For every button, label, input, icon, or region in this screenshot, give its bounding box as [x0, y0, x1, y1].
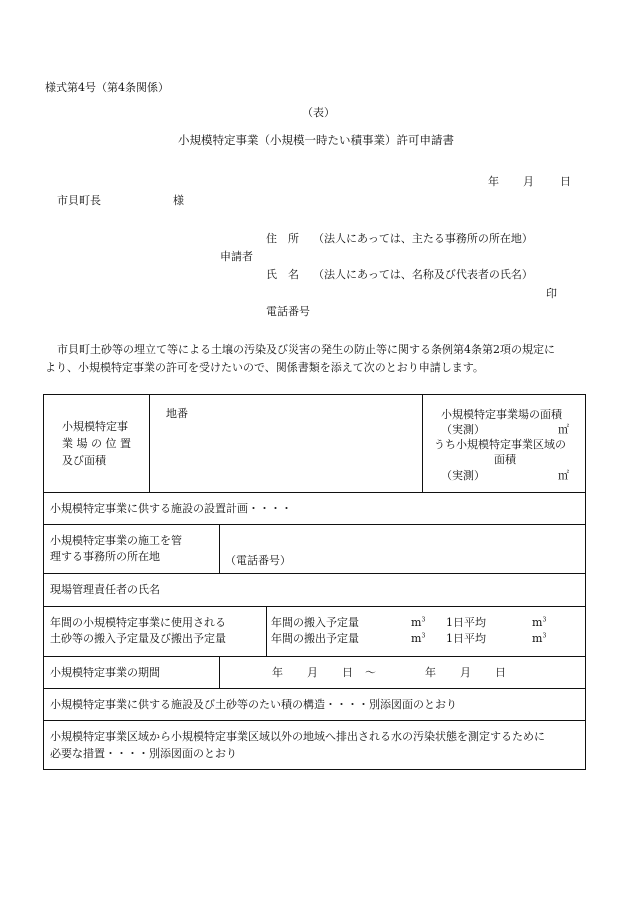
- area-title: 小規模特定事業場の面積: [441, 408, 562, 421]
- period-tilde: ～: [365, 666, 376, 679]
- sub-area-title-line-1: うち小規模特定事業区域の: [434, 438, 566, 451]
- outflow-daily-label: 1日平均: [446, 632, 486, 645]
- name-note: （法人にあっては、名称及び代表者の氏名）: [313, 268, 533, 281]
- area-unit: ㎡: [558, 423, 569, 436]
- row-divider: [43, 606, 586, 607]
- row-divider: [43, 573, 586, 574]
- office-phone-label: （電話番号）: [225, 554, 291, 567]
- sub-area-unit: ㎡: [558, 469, 569, 482]
- site-label-line-1: 小規模特定事: [62, 420, 128, 433]
- inflow-unit: $m^3$: [411, 616, 426, 629]
- row-divider: [43, 656, 586, 657]
- col-divider: [266, 606, 267, 656]
- structure-text: 小規模特定事業に供する施設及び土砂等のたい積の構造・・・・別添図面のとおり: [50, 698, 457, 711]
- row-divider: [43, 720, 586, 721]
- col-divider: [219, 524, 220, 573]
- inflow-daily-label: 1日平均: [446, 616, 486, 629]
- address-label: 住 所: [266, 232, 299, 245]
- row-divider: [43, 688, 586, 689]
- phone-label: 電話番号: [266, 305, 310, 318]
- period-label: 小規模特定事業の期間: [50, 666, 160, 679]
- col-divider: [219, 656, 220, 688]
- applicant-label: 申請者: [220, 250, 253, 263]
- site-label-line-3: 及び面積: [62, 454, 106, 467]
- period-end-month: 月: [460, 666, 471, 679]
- area-measured-label: （実測）: [441, 423, 485, 436]
- outflow-unit: $m^3$: [411, 632, 426, 645]
- addressee-name: 市貝町長: [57, 194, 101, 207]
- form-number: 様式第4号（第4条関係）: [45, 81, 169, 94]
- facility-plan-text: 小規模特定事業に供する施設の設置計画・・・・: [50, 502, 292, 515]
- col-divider: [422, 394, 423, 492]
- period-end-year: 年: [425, 666, 436, 679]
- row-divider: [43, 492, 586, 493]
- name-label: 氏 名: [266, 268, 299, 281]
- inflow-label: 年間の搬入予定量: [271, 616, 359, 629]
- period-start-month: 月: [307, 666, 318, 679]
- site-label-line-2: 業 場 の 位 置: [62, 437, 131, 450]
- sub-area-title-line-2: 面積: [494, 453, 516, 466]
- soil-label-line-1: 年間の小規模特定事業に使用される: [50, 616, 226, 629]
- period-start-day: 日: [342, 666, 353, 679]
- measures-text-line-1: 小規模特定事業区域から小規模特定事業区域以外の地域へ排出される水の汚染状態を測定するために: [50, 730, 545, 743]
- soil-label-line-2: 土砂等の搬入予定量及び搬出予定量: [50, 632, 226, 645]
- body-text-line-2: より、小規模特定事業の許可を受けたいので、関係書類を添えて次のとおり申請します。: [45, 361, 484, 374]
- table-border-right: [585, 394, 586, 770]
- date-year-label: 年: [488, 175, 499, 188]
- period-start-year: 年: [272, 666, 283, 679]
- seal-mark: 印: [546, 287, 557, 300]
- row-divider: [43, 524, 586, 525]
- table-border-left: [43, 394, 44, 770]
- body-text-line-1: 市貝町土砂等の埋立て等による土壌の汚染及び災害の発生の防止等に関する条例第4条第2項の規定に: [57, 343, 555, 356]
- period-end-day: 日: [495, 666, 506, 679]
- addressee-honorific: 様: [173, 194, 184, 207]
- lot-number-label: 地番: [166, 407, 188, 420]
- table-border-top: [43, 394, 586, 395]
- col-divider: [149, 394, 150, 492]
- table-border-bottom: [43, 769, 586, 770]
- outflow-daily-unit: $m^3$: [532, 632, 547, 645]
- address-note: （法人にあっては、主たる事務所の所在地）: [313, 232, 533, 245]
- date-month-label: 月: [523, 175, 534, 188]
- manager-name-label: 現場管理責任者の氏名: [50, 583, 160, 596]
- measures-text-line-2: 必要な措置・・・・別添図面のとおり: [50, 747, 237, 760]
- outflow-label: 年間の搬出予定量: [271, 632, 359, 645]
- page-title: 小規模特定事業（小規模一時たい積事業）許可申請書: [178, 133, 454, 147]
- office-label-line-1: 小規模特定事業の施工を管: [50, 534, 182, 547]
- date-day-label: 日: [560, 175, 571, 188]
- sub-area-measured-label: （実測）: [441, 469, 485, 482]
- office-label-line-2: 理する事務所の所在地: [50, 550, 160, 563]
- side-label: （表）: [302, 106, 335, 119]
- inflow-daily-unit: $m^3$: [532, 616, 547, 629]
